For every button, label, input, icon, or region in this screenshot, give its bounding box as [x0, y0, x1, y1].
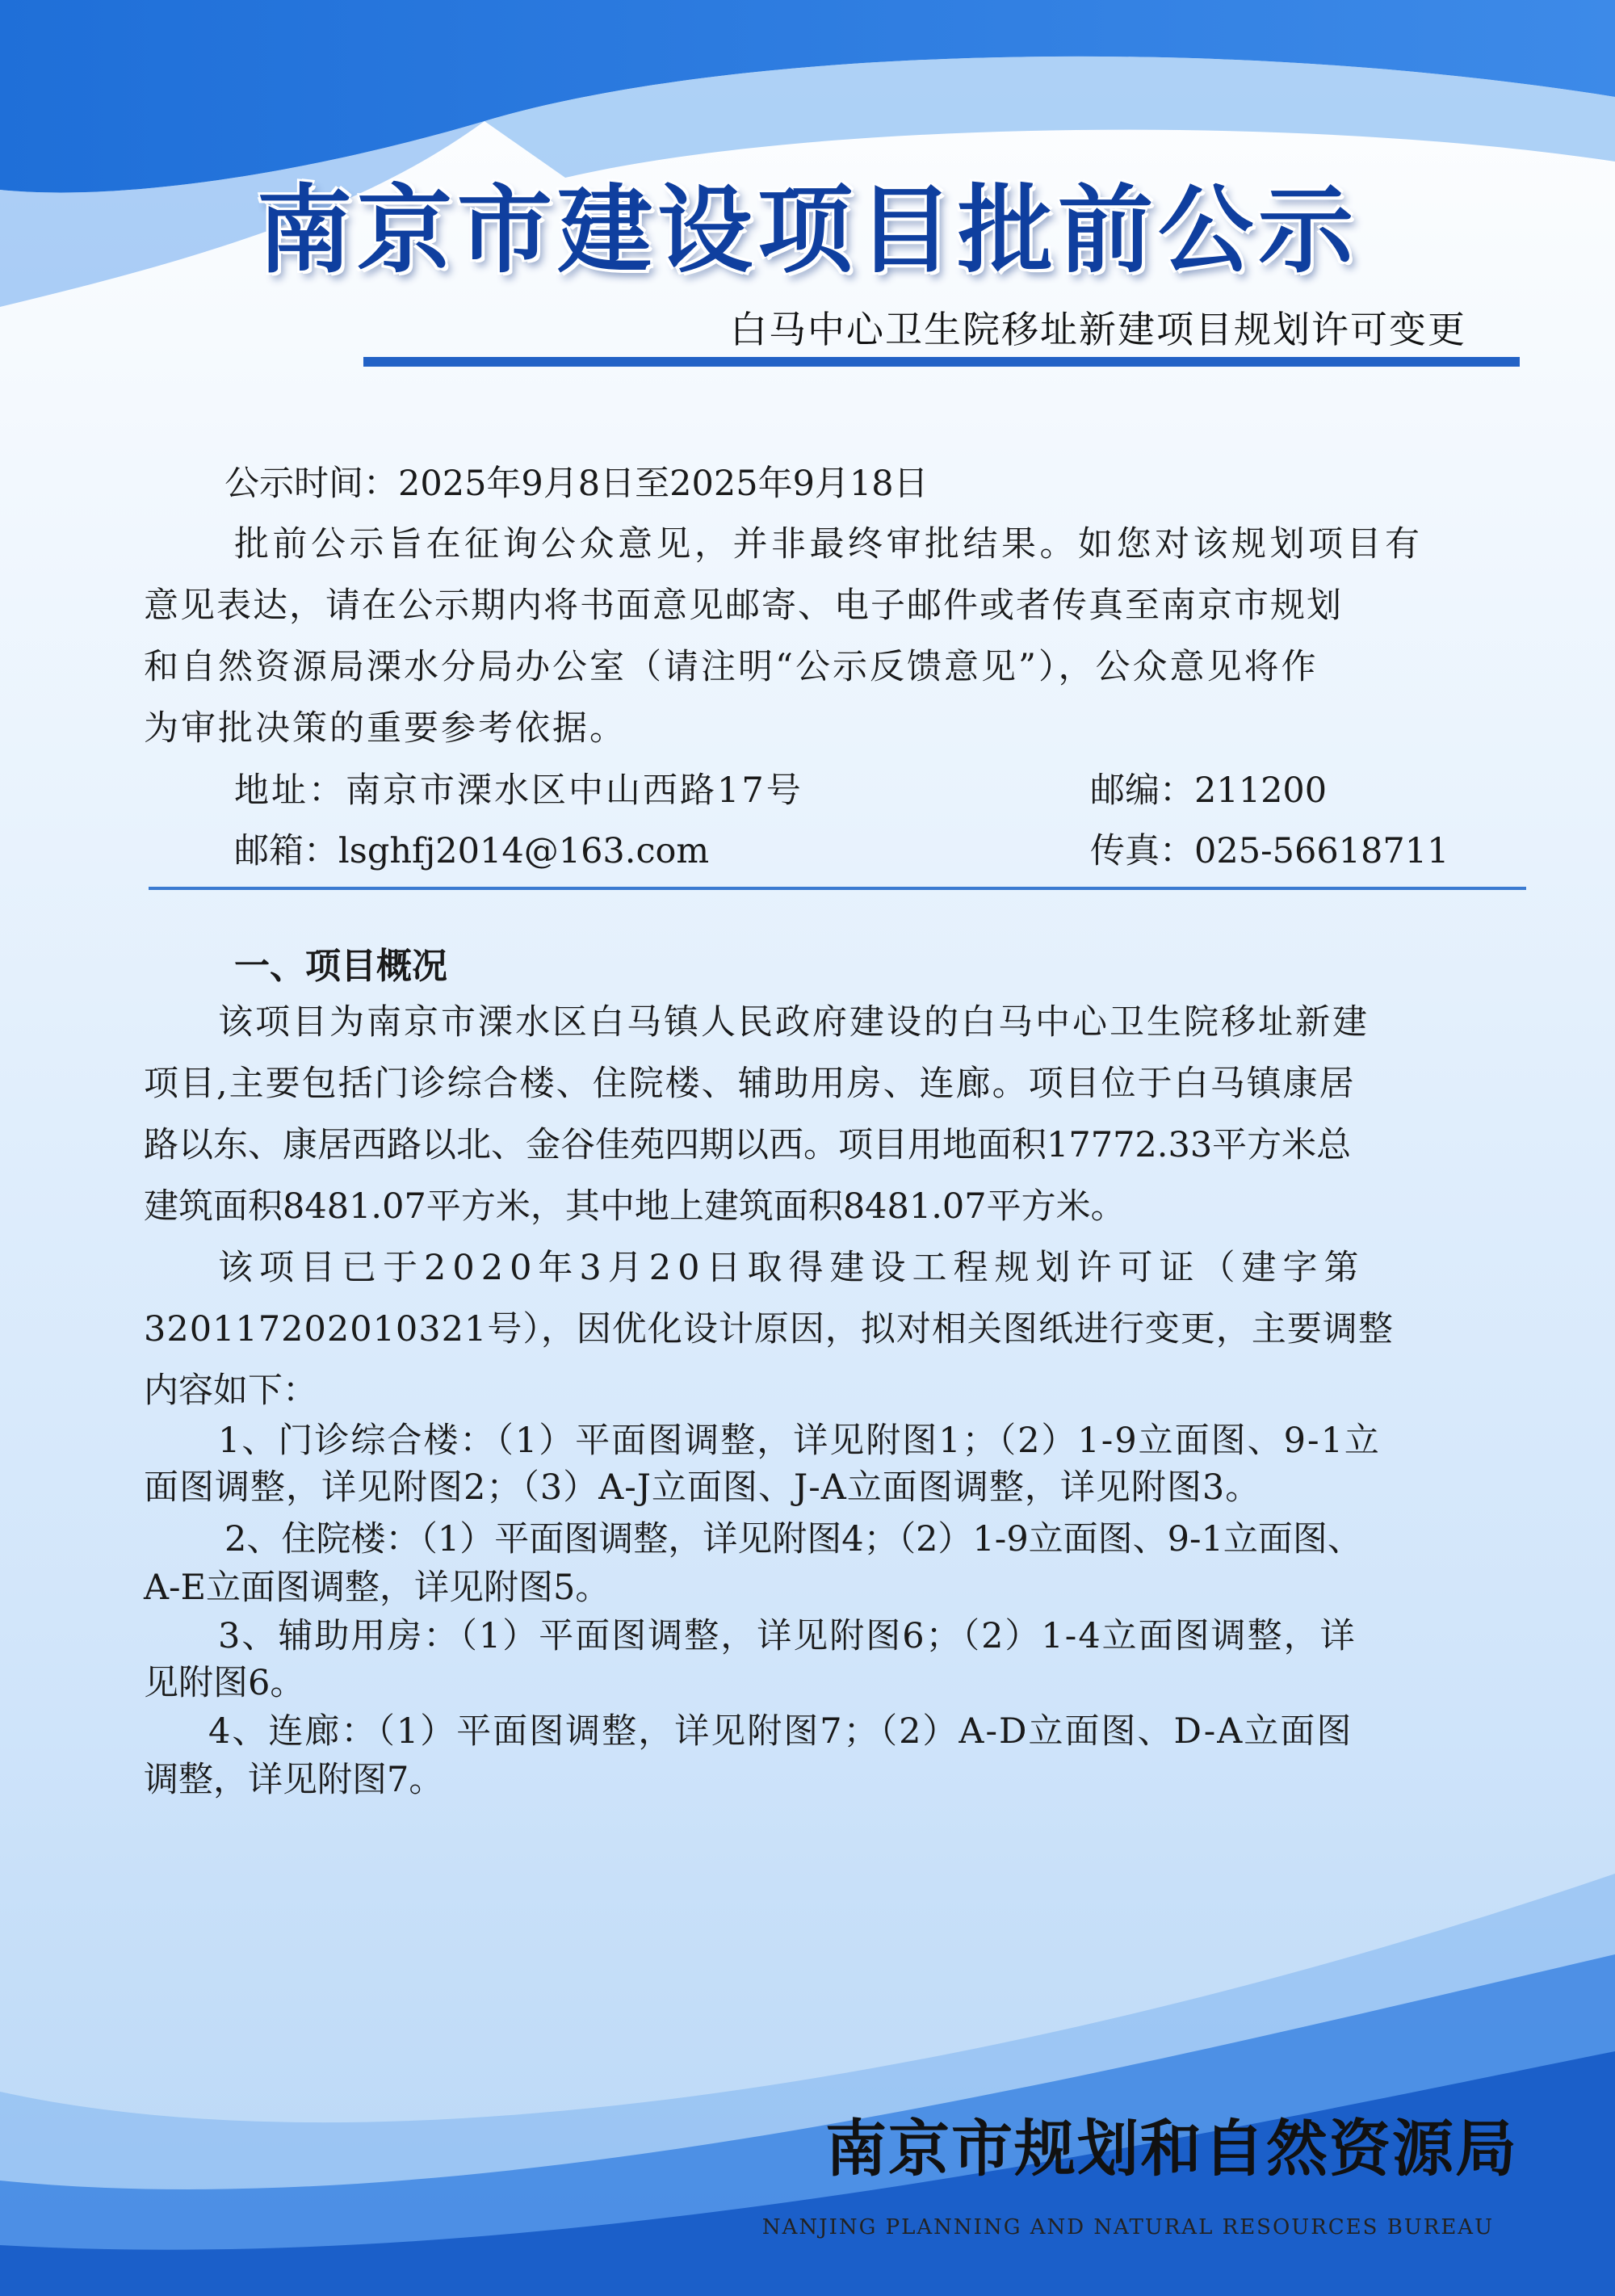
- change-line: 该项目已于2020年3月20日取得建设工程规划许可证（建字第: [218, 1248, 1365, 1288]
- project-subtitle: 白马中心卫生院移址新建项目规划许可变更: [730, 308, 1466, 351]
- contact-email[interactable]: 邮箱：lsghfj2014@163.com: [234, 831, 710, 871]
- change-item: 3、辅助用房：（1）平面图调整，详见附图6；（2）1-4立面图调整，详: [218, 1616, 1357, 1656]
- issuer-name: 南京市规划和自然资源局: [825, 2113, 1518, 2185]
- notice-line: 为审批决策的重要参考依据。: [144, 708, 627, 749]
- section-divider: [149, 887, 1526, 890]
- subtitle-underline: [363, 357, 1520, 367]
- notice-line: 和自然资源局溧水分局办公室（请注明“公示反馈意见”），公众意见将作: [144, 647, 1319, 687]
- section-heading: 一、项目概况: [234, 946, 447, 987]
- change-item: 1、门诊综合楼：（1）平面图调整，详见附图1；（2）1-9立面图、9-1立: [218, 1421, 1381, 1461]
- change-item: 见附图6。: [144, 1663, 305, 1703]
- notice-line: 批前公示旨在征询公众意见，并非最终审批结果。如您对该规划项目有: [234, 524, 1424, 565]
- contact-fax: 传真：025-56618711: [1090, 831, 1449, 871]
- contact-address: 地址：南京市溧水区中山西路17号: [234, 770, 803, 811]
- contact-postcode: 邮编：211200: [1090, 770, 1328, 811]
- notice-period: 公示时间：2025年9月8日至2025年9月18日: [224, 464, 929, 504]
- change-item: A-E立面图调整，详见附图5。: [144, 1568, 610, 1608]
- change-line: 320117202010321号），因优化设计原因，拟对相关图纸进行变更，主要调整: [144, 1309, 1394, 1349]
- change-item: 4、连廊：（1）平面图调整，详见附图7；（2）A-D立面图、D-A立面图: [208, 1711, 1353, 1752]
- overview-line: 该项目为南京市溧水区白马镇人民政府建设的白马中心卫生院移址新建: [218, 1002, 1370, 1043]
- overview-line: 路以东、康居西路以北、金谷佳苑四期以西。项目用地面积17772.33平方米总: [144, 1125, 1352, 1165]
- notice-line: 意见表达，请在公示期内将书面意见邮寄、电子邮件或者传真至南京市规划: [144, 586, 1343, 626]
- change-item: 调整，详见附图7。: [144, 1760, 444, 1800]
- overview-line: 项目,主要包括门诊综合楼、住院楼、辅助用房、连廊。项目位于白马镇康居: [144, 1064, 1356, 1104]
- issuer-name-english: NANJING PLANNING AND NATURAL RESOURCES BUREAU: [761, 2215, 1494, 2239]
- change-item: 面图调整，详见附图2；（3）A-J立面图、J-A立面图调整，详见附图3。: [144, 1467, 1261, 1508]
- page-title: 南京市建设项目批前公示: [256, 174, 1358, 286]
- change-line: 内容如下：: [144, 1370, 317, 1411]
- overview-line: 建筑面积8481.07平方米，其中地上建筑面积8481.07平方米。: [144, 1186, 1126, 1227]
- change-item: 2、住院楼：（1）平面图调整，详见附图4；（2）1-9立面图、9-1立面图、: [224, 1519, 1362, 1559]
